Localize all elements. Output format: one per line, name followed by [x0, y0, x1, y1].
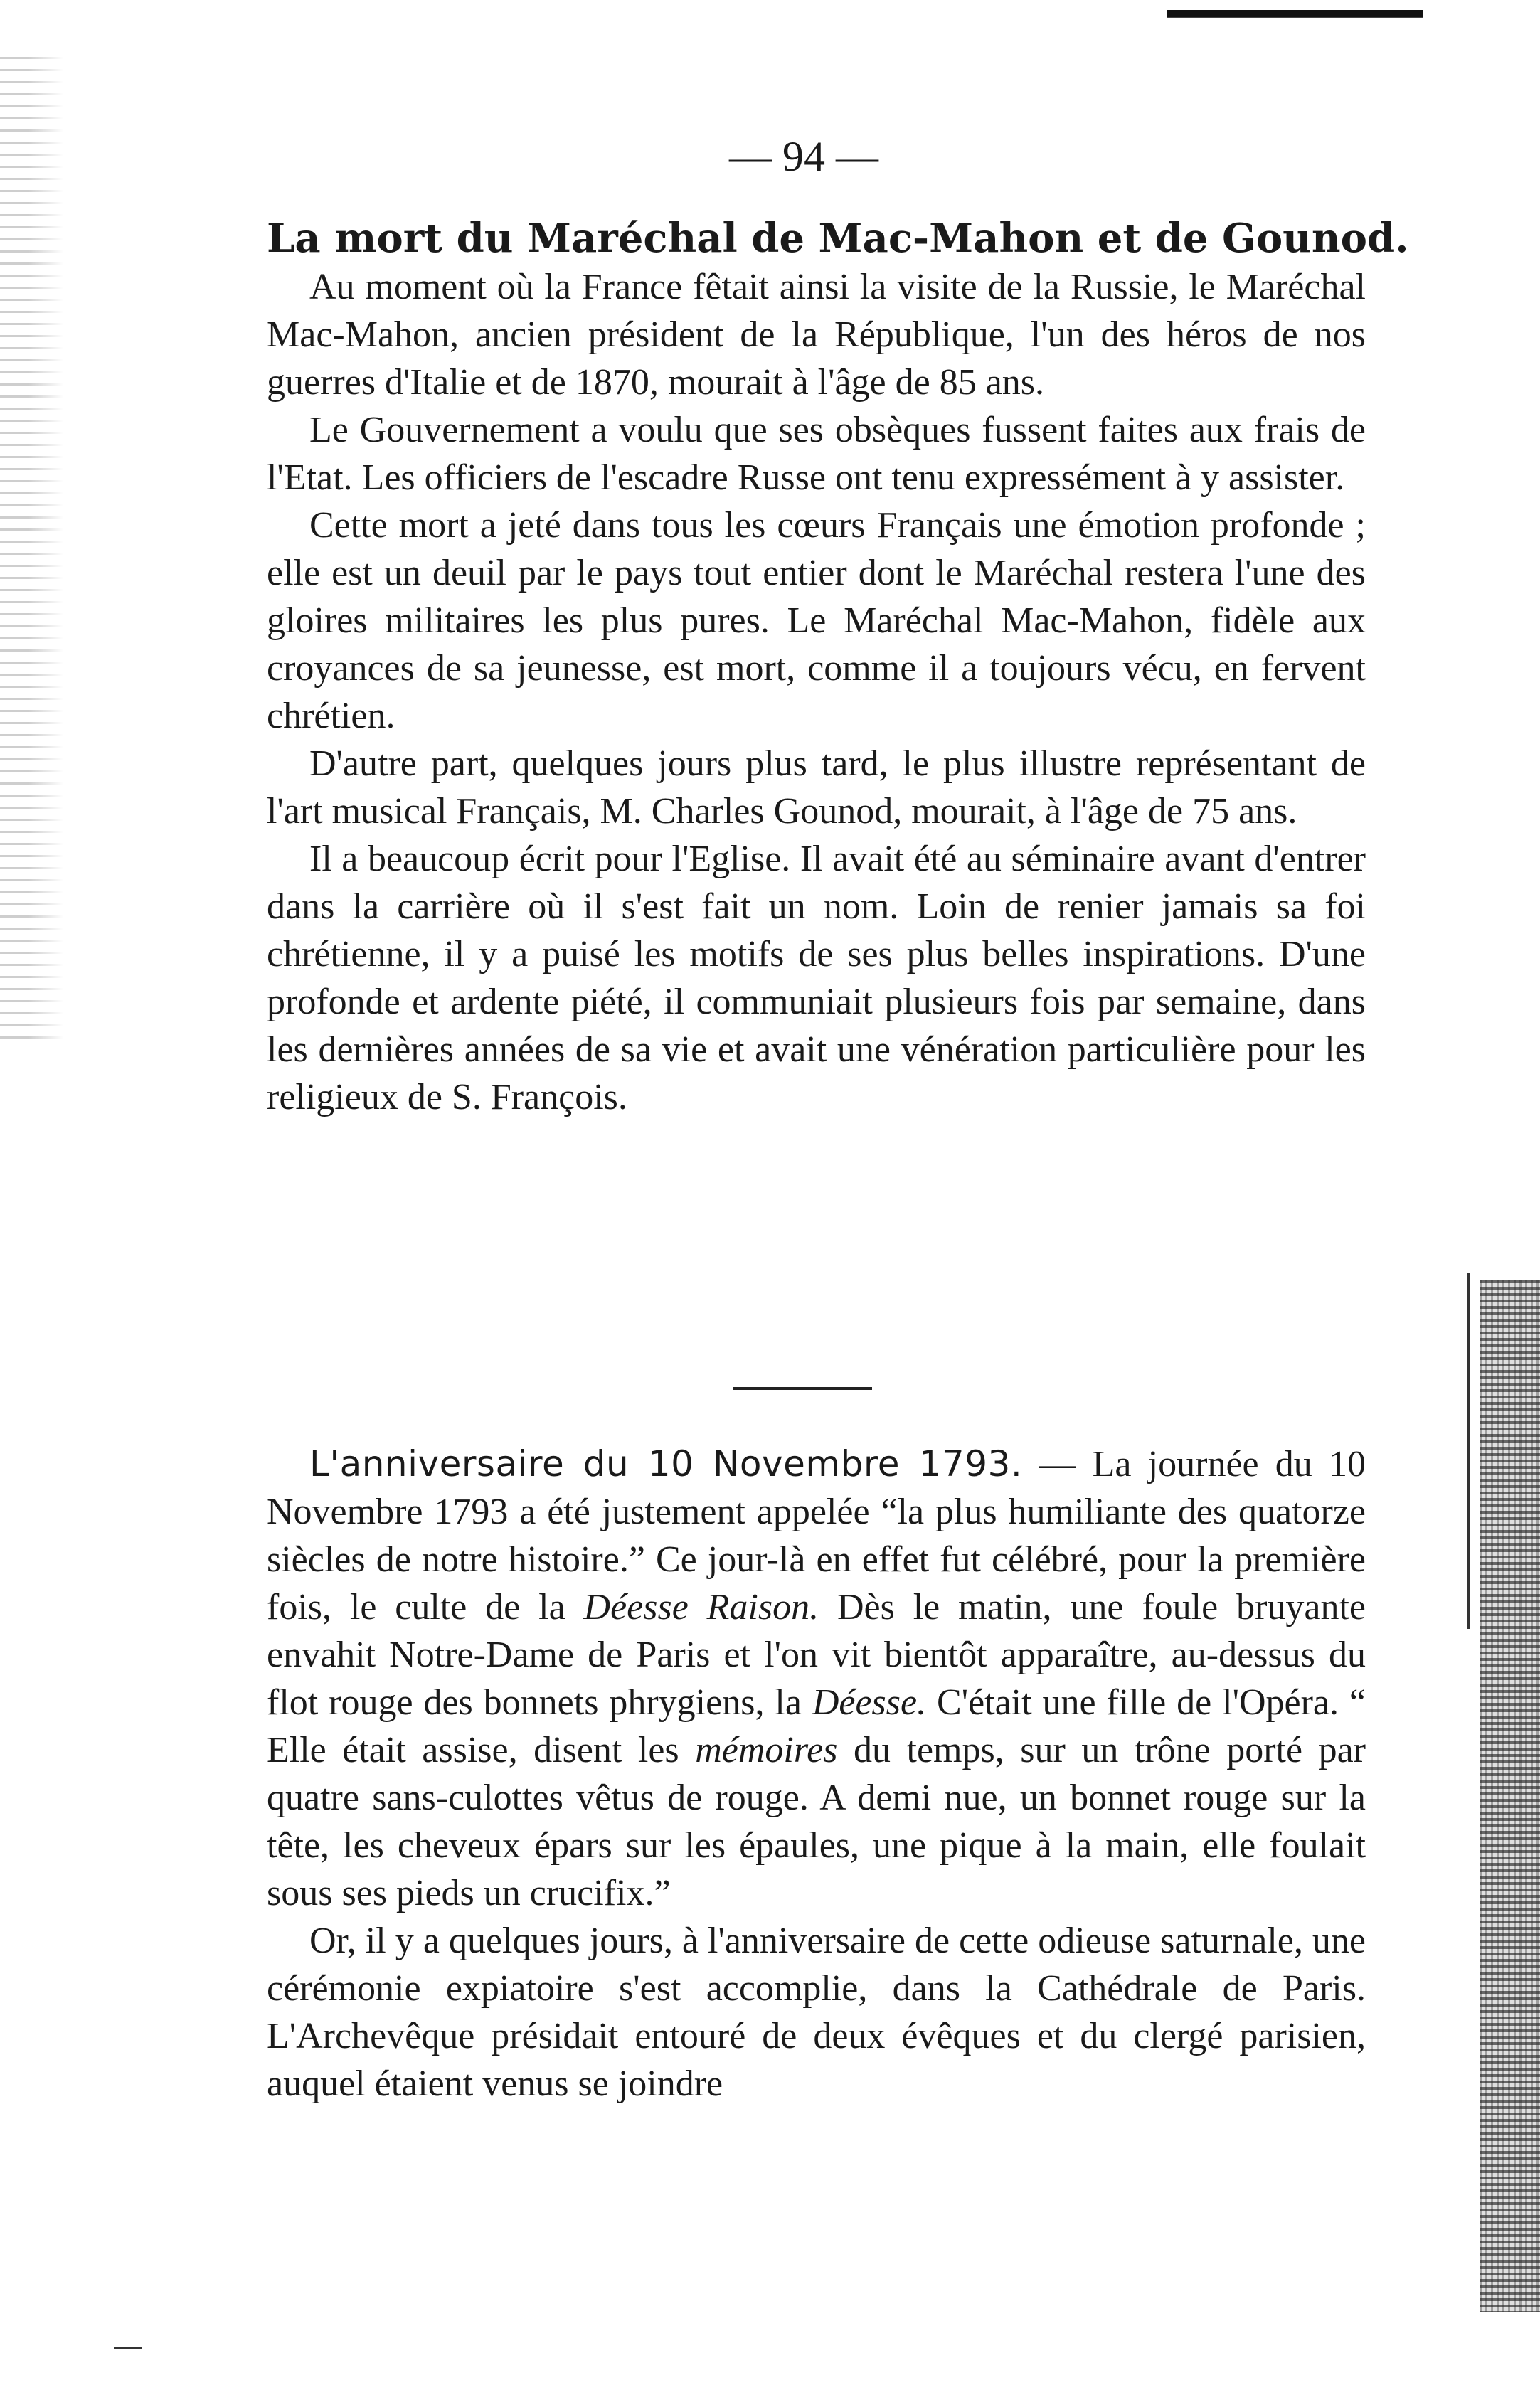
page-number: — 94 —	[729, 133, 878, 180]
paragraph	[267, 1440, 1366, 1917]
paragraph: Il a beaucoup écrit pour l'Eglise. Il avait été au séminaire avant d'entrer dans la carrière où il s'est fait un nom. Loin de renier jamais sa foi chrétienne, il y a puisé les motifs de ses plus belles inspirations. D'une profonde et ardente piété, il communiait plusieurs fois par semaine, dans les dernières années de sa vie et avait une vénération particulière pour les religieux de S. François.	[267, 839, 1366, 1117]
section-anniversaire	[267, 1440, 1366, 2108]
text-run: Dès le matin, une foule bruyante envahit Notre-Dame de Paris et l'on vit bientôt apparaître, au-dessus du flot rouge des bonnets phrygiens, la	[267, 1587, 1366, 1723]
paragraph: D'autre part, quelques jours plus tard, le plus illustre représentant de l'art musical Français, M. Charles Gounod, mourait, à l'âge de 75 ans.	[267, 743, 1366, 832]
italic-text: mémoires	[695, 1730, 838, 1770]
bottom-scan-mark	[114, 2347, 142, 2349]
paragraph: Au moment où la France fêtait ainsi la visite de la Russie, le Maréchal Mac-Mahon, ancien président de la République, l'un des héros de nos guerres d'Italie et de 1870, mourait à l'âge de 85 ans.	[267, 267, 1366, 403]
paragraph: Cette mort a jeté dans tous les cœurs Français une émotion profonde ; elle est un deuil par le pays tout entier dont le Maréchal restera l'une des gloires militaires les plus pures. Le Maréchal Mac-Mahon, fidèle aux croyances de sa jeunesse, est mort, comme il a toujours vécu, en fervent chrétien.	[267, 505, 1366, 736]
text-run: du temps, sur un trône porté par quatre sans-culottes vêtus de rouge. A demi nue, un bonnet rouge sur la tête, les cheveux épars sur les épaules, une pique à la main, elle foulait sous ses pieds un crucifix.”	[267, 1730, 1366, 1913]
text-run: — La journée du 10 Novembre 1793 a été justement appelée “la plus humiliante des quatorze siècles de notre histoire.” Ce jour-là en effet fut célébré, pour la première fois, le culte de la	[267, 1444, 1366, 1627]
section-title-mac-mahon-gounod: La mort du Maréchal de Mac-Mahon et de Gounod.	[267, 215, 1409, 262]
top-edge-rule-thin	[1167, 17, 1423, 18]
section-separator	[733, 1387, 872, 1390]
section-title-anniversaire: L'anniversaire du 10 Novembre 1793.	[309, 1443, 1023, 1484]
paragraph: Le Gouvernement a voulu que ses obsèques fussent faites aux frais de l'Etat. Les officiers de l'escadre Russe ont tenu expressément à y assister.	[267, 410, 1366, 498]
top-edge-rule	[1167, 10, 1423, 17]
italic-text: Déesse Raison.	[583, 1587, 819, 1627]
right-margin-scan-artifacts	[1480, 1280, 1540, 2312]
paragraph: Or, il y a quelques jours, à l'anniversaire de cette odieuse saturnale, une cérémonie expiatoire s'est accomplie, dans la Cathédrale de Paris. L'Archevêque présidait entouré de deux évêques et du clergé parisien, auquel étaient venus se joindre	[267, 1921, 1366, 2104]
left-margin-scan-artifacts	[0, 57, 64, 1039]
italic-text: Déesse.	[812, 1682, 927, 1723]
section-mac-mahon-gounod	[267, 263, 1366, 1121]
text-run: C'était une fille de l'Opéra. “ Elle était assise, disent les	[267, 1682, 1366, 1770]
right-margin-scan-line	[1467, 1273, 1470, 1629]
